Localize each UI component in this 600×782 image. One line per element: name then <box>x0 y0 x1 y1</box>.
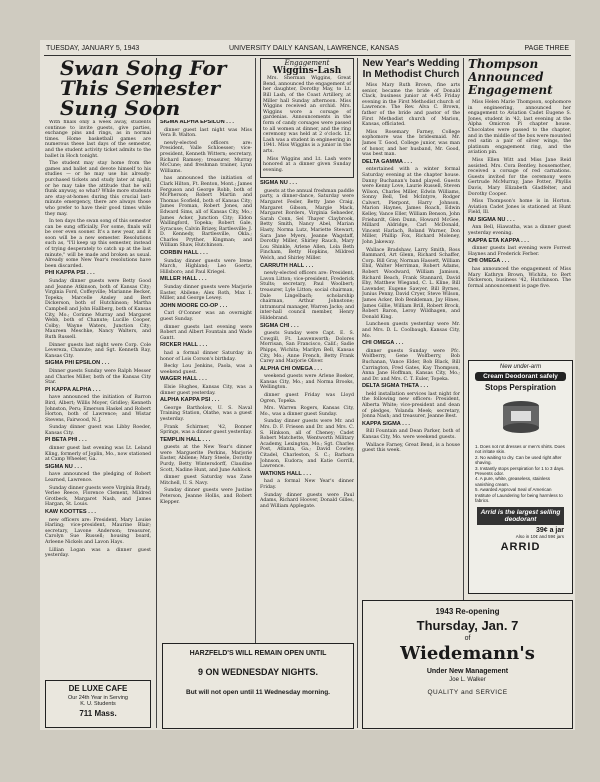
item-heading: ALPHA KAPPA PSI . . . <box>160 397 220 404</box>
masthead-page: PAGE THREE <box>524 45 569 52</box>
item-text: has announced the initiation of Clark Hilton, Ft. Benton, Mont.; James Ferguson and George Robb, both of McPherson; Robert Martin and Thomas Scofield, both of Kansas City; James Froman, Robert Jones, and Edward Sims, all of Kansas City, Mo.; James Acker, Junction City; Eldon Wallingford, Topeka; Robert Gale, Syracuse; Calvin Brizey, Bartlesville; J. D. Kennedy, Bartlesville, Okla.; Charles Pryther, Kingman; and William Shaw, Hutchinson. <box>160 176 252 249</box>
item-text: dinner guest Saturday was Zane Mitchell, U. S. Navy. <box>160 475 252 486</box>
wied-line-1: 1943 Re-opening <box>435 607 500 616</box>
item-text: Sunday dinner guests were Betty Good and Jeanne Atkinson, both of Kansas City; Virginia Ford, Coffeyville; Marianne Becker, Topeka; Marcelle Ansley and Bert Dickerson, both of Hutchinson; Martha Campbell and John Hallberg, both of Kansas City, Mo.; Corinne Murray and Margaret Webb, both of Chanute; Lucille Cooper, Colby; Wayne Waters, Junction City; Maureen Meschke, Nancy Walters, and Ruth Russell. <box>45 279 151 340</box>
paragraph: Miss Ellen Witt and Miss Jane Reid assisted. Mrs. Cora Bentley, housemother, received a corsage of red carnations. Guests invited for the ceremony were Gertrude McMurray, Jane Potter, Phyllis Davis, Mary Elizabeth Gladfelter, and Dorothy Cooper. <box>468 157 571 197</box>
harzfeld-line-3: But will not open until 11 Wednesday morning. <box>186 689 330 696</box>
item-text: guests at the annual freshman paddle party, a dinner-dance, Saturday were Margaret Fesler, Betty Jane Craig, Margaret Gibson, Margie Mack, Margaret Borders, Virginia Sebaeder, Sarah Conn, Sel Thayer Claybrook, Betty Smith, Nancy Abel, Marian Hasty, Norma Lutz, Mariette Stewart, Sara Jane Myers, Jeanne Wagstaff, Dorothy Miller, Shirley Rauch, Mary Lou Shinkle, Arlene Allen, Lola Beth Fincham, Betty Hopkins, Mildred Welch, and Shirley Miller. <box>260 188 354 261</box>
item-heading: PHI KAPPA PSI . . . <box>45 270 95 277</box>
item-heading: WATKINS HALL . . . <box>260 470 312 477</box>
deluxe-line: K. U. Students <box>80 701 116 707</box>
item-heading: SIGMA ALPHA EPSILON . . . <box>160 120 234 125</box>
arrid-brand: ARRID <box>500 541 541 554</box>
item-text: have announced the pledging of Robert Learned, Lawrence. <box>45 472 151 484</box>
item-text: Mrs. Warren Rogers, Kansas City, Mo., was a dinner guest Sunday. <box>260 406 354 417</box>
arrid-points <box>475 444 568 503</box>
deluxe-line: Our 24th Year in Serving <box>68 695 128 701</box>
item-text: dinner guests last evening were Robert and Albert Fountain and Wade Gantt. <box>160 324 252 341</box>
thompson-headline: Thompson Announced Engagement <box>468 58 553 97</box>
item-text: Carl O'Conner was an overnight guest Sunday. <box>160 311 252 322</box>
column-rule <box>156 58 157 728</box>
column-rule <box>255 58 256 728</box>
item-heading: SIGMA CHI . . . <box>260 322 299 329</box>
item-text: Sunday dinner guests were Paul Adams, Richard Hoover, Donald Gilles, and William Applegate. <box>260 492 354 509</box>
arrid-mid: Cream Deodorant safely <box>475 372 566 381</box>
item-text: dinner guest Friday was Lloyd Ogren, Topeka. <box>260 393 354 404</box>
paragraph: Miss Helen Marie Thompson, sophomore in engineering, announced her engagement to Aviation Cadet Eugene S. Jones, student in '42, last evening at the Alpha Omicron Pi chapter house. Chocolates were passed to the chapter, and in the middle of the box were mounted red satin a pair of silver wings, the platinum engagement ring, and the aviation pin. <box>468 100 571 156</box>
engagement-kicker: Engagement <box>284 59 330 67</box>
item-text: Sunday dinner guest was Libby Roeder, Kansas City. <box>45 425 151 436</box>
item-text: newly-elected officers are: President, Lavon Litton; vice-president, Frederick Stults; secretary, Paul Woolbert; treasurer, Lyle Litton; social chairman, Dale Lingelbach; scholarship chairman, Arthur Johnstone; intramural manager, Warren Jacks; and inter-hall council member, Henry Hildebrand. <box>260 271 354 321</box>
item-text: dinner guests last evening were Forrest Haynes and Frederick Ferber. <box>468 246 571 257</box>
deluxe-title: DE LUXE CAFE <box>68 684 128 693</box>
item-text: Lillian Logan was a dinner guest yesterday. <box>45 547 151 559</box>
item-text: weekend guests were Arlene Boeker, Kansas City, Mo.; and Norma Brooks, Wellington. <box>260 374 354 391</box>
paragraph: In ten days the swan song of this semester can be sung officially. For some, finals will be over even sooner. It's a new year, and it soon will be a new semester. Resolutions such as, "I'll keep up this semester, instead of trying desperately to catch up at the last minute," will be made and broken as usual. Already some New Year's resolutions have been discarded. <box>45 219 151 269</box>
item-heading: SIGMA NU . . . <box>260 180 298 187</box>
item-heading: CARRUTH HALL . . . <box>260 262 314 269</box>
item-heading: CORBIN HALL . . . <box>160 250 208 257</box>
arrid-point: 5. Awarded Approval Seal of American Institute of Laundering for being harmless to fabrics. <box>475 487 563 504</box>
engagement-box <box>260 58 354 178</box>
item-text: Wallace Bradshaw, Larry Smith, Ross Bammard, Art Glenn, Richard Schaffer, Corp. Bill Gray, Norman Hassett, William Ebil, Walter Merriman, Robert Adams, Robert Woodward, William Jamison, Richard Beach, Frank Stannard, David Eby, Matthew Wiegand, C. L. Kline, Bill Lavender, Eugene Sawyer, Bill Byrnes, Junius Penny, David Cryer, Steve Wilson, James Acker, Bob Benkleman, Jay Hines, James Gillie, William Brill, Robert Brock, Robert Baron, Leroy Wildhagen, and Donald King. <box>362 247 460 320</box>
item-text: Sunday dinner guests were Mr. and Mrs. D. F. Friesen and Dr. and Mrs. C. S. Hinkson, all of Cheney; Cadet Robert Matchette, Wentworth Military Academy, Lexington, Mo.; Sgt. Charles Post, Atlanta, Ga.; David Cowley, Citadel, Charleston, S. C.; Barbara Johnson, Eudora; and Katie Gorrill, Lawrence. <box>260 419 354 470</box>
item-heading: SIGMA NU . . . <box>45 463 83 470</box>
wied-line-2: Thursday, Jan. 7 <box>416 618 519 633</box>
item-text: Ann Bell, Hiawatha, was a dinner guest yesterday evening. <box>468 225 571 237</box>
column-3 <box>260 58 354 638</box>
swan-song-headline-block <box>60 58 240 118</box>
arrid-point: 4. A pure, white, greaseless, stainless vanishing cream. <box>475 476 551 487</box>
masthead-paper: UNIVERSITY DAILY KANSAN, LAWRENCE, KANSAS <box>229 45 399 52</box>
arrid-headline: Stops Perspiration <box>484 383 557 392</box>
wied-line-3: of <box>464 635 471 642</box>
item-heading: MILLER HALL . . . <box>160 276 207 283</box>
item-text: dinner guests Sunday were Pfc. Wolfberry, Gene Wolfberry, Bob Buchanan, Vance Elder, Bob Black, Bill Carrington, Fred Gates, Kay Thompson, Anna Jane Hoffman, Kansas City, Mo.; and Dr. and Mrs. C. T. Euler, Topeka. <box>362 348 460 382</box>
item-heading: SIGMA PHI EPSILON . . . <box>45 360 110 367</box>
item-heading: KAPPA ETA KAPPA . . . <box>468 237 529 244</box>
item-text: Sunday dinner guests were Irene March, Highland; Leo Goertz, Hillsboro; and Paul Kriegel. <box>160 258 252 275</box>
item-text: have announced the initiation of Barron Bird, Albert; Willis Moyer, Gridley; Kenneth Johnston, Peru; Emerson Haskel and Robert Horton, both of Lawrence; and Wistar Stevens, Fairwood, N. J. <box>45 395 151 423</box>
item-text: Wallace Farney, Great Bend, is a house guest this week. <box>362 442 460 454</box>
item-text: had a formal dinner Saturday in honor of Lois Corson's birthday. <box>160 350 252 362</box>
paragraph: Mrs. Sherman Wiggins, Great Bend, announced the engagement of her daughter, Dorothy May, to Lt. Bill Lash, of the Coast Artillery, at Miller hall Sunday afternoon. Miss Wiggins received an orchid. Mrs. Wiggins wore a corsage of gardenias. Announcements in the form of candy corsages were passed to all women at dinner, and the ring ceremony was held at 2 o'clock. Lt. Lash was a student in engineering in 1941. Miss Wiggins is a junior in the arts. <box>263 76 351 154</box>
item-text: guests Sunday were Capt. E. S. Cowgill, Ft. Leavenworth; Dolores Morrisan, San Francisco, Calif.; Sadie Phipps, Wichita; Marilyn Bell, Kansas City, Mo.; Anne French, Betty Frank Carey and Marjorie Oliver. <box>260 331 354 365</box>
arrid-top: New under-arm <box>499 364 542 370</box>
item-heading: TEMPLIN HALL . . . <box>160 436 211 443</box>
item-text: guests at the New Year's dinner were Marguerite Perkins, Marjorie Easter, Abilene; Mary Steele, Dorothy Purdy, Betty Wintersdorff, Claudine Scott, Nadine Hunt, and June Ashlock. <box>160 445 252 473</box>
item-text: Luncheon guests yesterday were Mr. and Mrs. D. L. Coolbaugh, Kansas City, Mo. <box>362 322 460 339</box>
item-heading: JOHN MOORE CO-OP . . . <box>160 302 228 309</box>
arrid-price-note: Also in 10¢ and 59¢ jars <box>515 534 564 540</box>
item-heading: ALPHA CHI OMEGA . . . <box>260 365 323 372</box>
wiedemanns-ad <box>362 600 573 729</box>
item-text: dinner guest last night was Miss Vera B. Walton. <box>160 127 252 139</box>
item-text: Sunday dinner guests were Virginia Brady, Verlee Reece, Florence Clement, Mildred Grotbeck, Margaret Nash, and James Hargan, St. Louis. <box>45 485 151 508</box>
arrid-point: 3. Instantly stops perspiration for 1 to 3 days. Prevents odor. <box>475 465 565 477</box>
item-text: Dinner guests last night were Corp. Cole Levereza, Chanute; and Sgt. Kenneth Ray, Kansas City. <box>45 342 151 359</box>
item-text: entertained with a winter formal Saturday evening at the chapter house. Danny Buchanan's band played. Guests were Kenny Love, Laurie Russell, Steven Wilson, Charles Miller, Edwin Williams, Sonny Bell, Ted McIntyre, Rodger Calvert, Pierpont, Harry Johnson, Marion Haynes, James Roach, Edwin Kelley, Vance Eller, William Benson, John Friehardt, Glen Dunn, Howard McGee, Millard Aldridge, Carl McDonald, Vincent Harlach, Roland Warner, Don Miller, Phillip Fox, Richard Moleney, John Jakeway. <box>362 167 460 246</box>
paragraph: Miss Wiggins and Lt. Lash were honored at a dinner given Sunday evening. <box>263 156 351 173</box>
arrid-point: 1. Does not rot dresses or men's shirts. Does not irritate skin. <box>475 444 565 455</box>
wedding-headline: New Year's Wedding In Methodist Church <box>362 58 460 80</box>
item-text: Dinner guests Sunday were Ralph Messer and Charles Miller, both of the Kansas City Star. <box>45 368 151 386</box>
item-heading: PI BETA PHI . . . <box>45 437 87 444</box>
item-text: held installation services last night for the following new officers: President, Alberta White; vice-president and dean of pledges, Yolanda Meek; secretary, Jonna Nash; and treasurer, Jeanne Best. <box>362 391 460 420</box>
item-text: new officers are: President, Mary Louise Harling; vice-president, Maurine Blair; secretary, Lavone Anderson; treasurer, Carolyn Sue Russell; housing board, Arleene Nickels and Lavon Hays. <box>45 517 151 545</box>
arrid-jar-illustration <box>491 396 551 436</box>
paragraph: The student may stay home from the games and ballet and devote himself to his studies — or he may use his already-purchased tickets and study later at night, or he may take the attitude that he will flunk anyway, so what? While more students are stay-at-homes during this crucial last-minute emergency, there are always those who prefer to have their good times while they may. <box>45 161 151 217</box>
wied-line-4: Wiedemann's <box>400 643 535 664</box>
item-text: has announced the engagement of Miss Mary Kathryn Brown, Wichita, to Bert Dickerson, business '42, Hutchinson. The formal announcement is page five. <box>468 267 571 289</box>
harzfeld-line-1: HARZFELD'S WILL REMAIN OPEN UNTIL <box>189 650 327 657</box>
column-1 <box>45 120 151 680</box>
column-5 <box>468 58 571 358</box>
item-text: Becky Lou Jenkins, Paola, was a weekend guest. <box>160 364 252 375</box>
paragraph: With finals only a week away, students continue to invite guests, give parties, exchange pins and rings, as in normal times. Home basketball games are numerous these last days of the semester, and the student activity ticket admits to the ballet in Hoch tonight. <box>45 120 151 159</box>
arrid-point: 2. No waiting to dry. Can be used right after shaving. <box>475 454 562 466</box>
item-heading: KAW KOOTTES . . . <box>45 509 96 515</box>
deluxe-cafe-ad <box>45 680 151 728</box>
item-text: George Bartholow, U. S. Naval Training Station, Olathe, was a guest yesterday. <box>160 405 252 422</box>
item-text: had a formal New Year's dinner Friday. <box>260 479 354 490</box>
item-heading: WAGER HALL . . . <box>160 376 207 383</box>
item-text: Sunday dinner guests were Marjorie Easter, Abilene; Alex Roth, Max I. Miller, and George Lewey. <box>160 285 252 302</box>
item-text: newly-elected officers are: President, Valle Schloesser; vice-president, Kenneth Wittern; secretary, Richard Ramsey; treasurer, Murray McCune; and freshman trainer, Lynn Williams. <box>160 140 252 174</box>
swan-song-headline: Swan Song For This Semester Sung Soon <box>60 58 227 118</box>
item-heading: DELTA SIGMA THETA . . . <box>362 383 429 390</box>
item-heading: PI KAPPA ALPHA . . . <box>45 386 101 393</box>
harzfeld-line-2: 9 ON WEDNESDAY NIGHTS. <box>197 667 319 677</box>
column-4 <box>362 58 460 618</box>
wied-line-5: Under New Management <box>426 668 509 675</box>
item-heading: DELTA GAMMA . . . <box>362 158 413 165</box>
arrid-ad <box>468 360 573 594</box>
masthead <box>44 44 571 56</box>
wied-line-6: Joe L. Walker <box>449 677 486 683</box>
arrid-slogan: Arrid is the largest selling deodorant <box>477 507 564 525</box>
masthead-date: TUESDAY, JANUARY 5, 1943 <box>46 45 140 52</box>
deluxe-address: 711 Mass. <box>79 709 117 718</box>
harzfeld-ad <box>162 643 354 729</box>
item-heading: CHI OMEGA . . . <box>362 340 404 347</box>
item-text: Bill Fountain and Dean Parker, both of Kansas City, Mo. were weekend guests. <box>362 429 460 441</box>
paragraph: Miss Mary Ruth Brown, fine arts senior, became the bride of Donald Clack, business junior at 4:45 Friday evening in the First Methodist church of Lawrence. The Rev. Alva C. Brown, father of the bride and pastor of the First Methodist church of Marion, Kansas, officiated. <box>362 83 460 128</box>
item-text: dinner guest last evening was Lt. Leland Kling, formerly of Joplin, Mo., now stationed at Camp Wheeler, Ga. <box>45 446 151 463</box>
item-heading: NU SIGMA NU . . . <box>468 216 515 223</box>
item-text: Sunday dinner guests were Justine Peterson, Jeanne Hollis, and Robert Klepper. <box>160 488 252 505</box>
arrid-price: 39¢ a jar <box>535 527 564 535</box>
newspaper-page <box>40 40 575 730</box>
item-heading: CHI OMEGA . . . <box>468 258 510 265</box>
wied-line-7: QUALITY and SERVICE <box>427 689 508 696</box>
column-rule <box>357 58 358 728</box>
engagement-headline: Wiggins-Lash <box>272 65 342 76</box>
column-2 <box>160 120 252 638</box>
paragraph: Miss Thompson's home is in Horton. Aviation Cadet Jones is stationed at Hunt Field, Ill. <box>468 199 571 216</box>
paragraph: Miss Rosemary Farney, College sophomore was the bridesmaid. Mr. James T. Good, College junior, was man of honor, and her husband, Mr. Good, was best man. <box>362 129 460 158</box>
item-heading: RICKER HALL . . . <box>160 342 208 349</box>
item-heading: KAPPA SIGMA . . . <box>362 420 410 427</box>
item-text: Frank Schirmer, '42, Bonner Springs, was a dinner guest yesterday. <box>160 424 252 436</box>
item-text: Elsie Hughes, Kansas City, was a dinner guest yesterday. <box>160 384 252 396</box>
